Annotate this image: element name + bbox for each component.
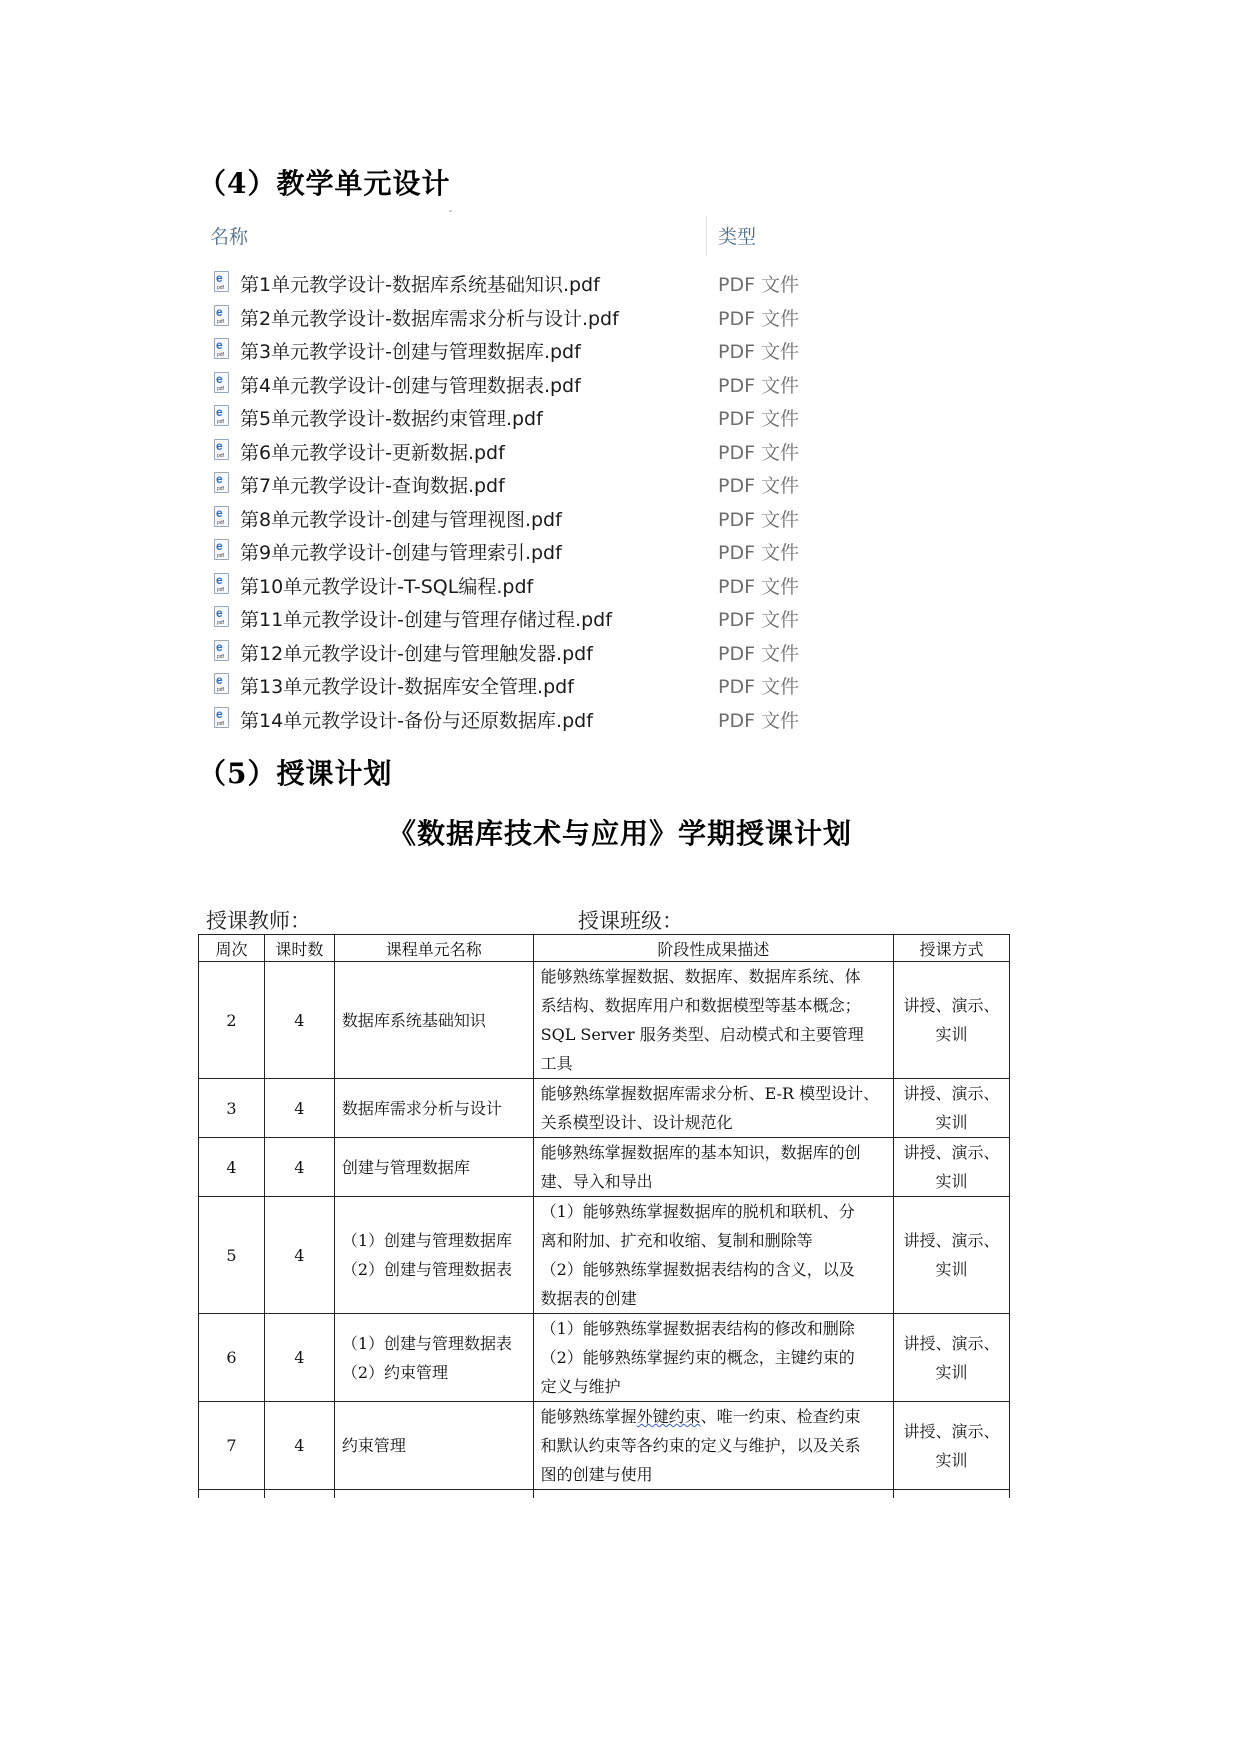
file-row[interactable] [200, 434, 820, 468]
header-method: 授课方式 [894, 935, 1010, 962]
cell-line: 创建与管理数据库 [341, 1157, 470, 1177]
cell-line: 实训 [935, 1172, 968, 1191]
cell-method [894, 1314, 1010, 1402]
file-row[interactable] [200, 467, 820, 501]
table-header-row [199, 935, 1010, 962]
week-value: 3 [226, 1098, 237, 1118]
pdf-file-icon: e pdf [214, 606, 229, 627]
pdf-file-icon: e pdf [214, 673, 229, 694]
cell-line: 定义与维护 [540, 1377, 621, 1396]
cell-unit [334, 1079, 533, 1138]
table-row [199, 1402, 1010, 1490]
file-row[interactable] [200, 702, 820, 736]
header-week: 周次 [199, 935, 265, 962]
file-type: PDF 文件 [718, 508, 800, 531]
cell-method [894, 1197, 1010, 1314]
table-row [199, 1197, 1010, 1314]
file-type: PDF 文件 [718, 709, 800, 732]
plan-title: 《数据库技术与应用》学期授课计划 [387, 817, 852, 850]
cell-method [894, 1079, 1010, 1138]
cell-week [199, 962, 265, 1079]
cell-line: 讲授、演示、 [903, 1421, 1000, 1441]
cell-line: 数据库系统基础知识 [341, 1010, 486, 1030]
cell-line: 约束管理 [341, 1436, 406, 1455]
file-name[interactable]: 第9单元教学设计-创建与管理索引.pdf [240, 542, 562, 564]
cell-line: 实训 [935, 1450, 968, 1470]
week-value: 6 [226, 1348, 237, 1367]
column-header-name[interactable]: 名称 [210, 226, 249, 248]
teacher-label: 授课教师： [206, 909, 311, 933]
cell-hours [264, 1197, 334, 1314]
file-type: PDF 文件 [718, 441, 800, 464]
pdf-file-icon: e pdf [214, 640, 229, 661]
cell-line: 离和附加、扩充和收缩、复制和删除等 [540, 1231, 813, 1250]
hours-value: 4 [294, 1436, 305, 1455]
file-type: PDF 文件 [718, 274, 800, 296]
file-row[interactable] [200, 333, 820, 367]
pdf-file-icon: e pdf [214, 439, 229, 460]
file-type: PDF 文件 [718, 642, 800, 665]
file-name[interactable]: 第5单元教学设计-数据约束管理.pdf [240, 408, 543, 430]
table-row-continuation [199, 1490, 1010, 1499]
cell-outcome [533, 1138, 893, 1197]
hours-value: 4 [294, 1245, 305, 1265]
hours-value: 4 [294, 1098, 305, 1118]
cell-line: 能够熟练掌握数据、数据库、数据库系统、体 [540, 967, 861, 986]
header-unit-name: 课程单元名称 [334, 935, 533, 962]
file-type: PDF 文件 [718, 575, 800, 598]
pdf-file-icon: e pdf [214, 271, 229, 292]
file-row[interactable] [200, 668, 820, 702]
cell-line: 讲授、演示、 [903, 1333, 1000, 1353]
file-name[interactable]: 第2单元教学设计-数据库需求分析与设计.pdf [240, 307, 619, 330]
header-hours: 课时数 [264, 935, 334, 962]
cell-line: 能够熟练掌握外键约束、唯一约束、检查约束 [540, 1407, 861, 1426]
cell-method [894, 962, 1010, 1079]
file-name[interactable]: 第4单元教学设计-创建与管理数据表.pdf [240, 374, 581, 397]
cell-week [199, 1079, 265, 1138]
file-explorer-listing [200, 208, 820, 736]
cell-line: 讲授、演示、 [903, 1231, 1000, 1250]
cell-line: 建、导入和导出 [540, 1172, 653, 1191]
cell-line: 讲授、演示、 [903, 1084, 1000, 1103]
cell-hours [264, 1138, 334, 1197]
pdf-file-icon: e pdf [214, 305, 229, 326]
cell-outcome [533, 1079, 893, 1138]
table-row [199, 1079, 1010, 1138]
file-row[interactable] [200, 367, 820, 401]
file-row[interactable] [200, 300, 820, 334]
cell-line: 实训 [935, 1113, 968, 1132]
cell-line: （2）能够熟练掌握数据表结构的含义，以及 [540, 1260, 855, 1279]
week-value: 2 [226, 1010, 237, 1030]
file-type: PDF 文件 [718, 374, 800, 397]
cell-line: 实训 [935, 1025, 968, 1044]
cell-week [199, 1314, 265, 1402]
class-label: 授课班级： [578, 909, 683, 933]
cell-outcome [533, 1314, 893, 1402]
table-row [199, 962, 1010, 1079]
pdf-file-icon: e pdf [214, 573, 229, 594]
section-heading-unit-design: （4）教学单元设计 [198, 167, 451, 200]
pdf-file-icon: e pdf [214, 405, 229, 426]
file-name[interactable]: 第10单元教学设计-T-SQL编程.pdf [240, 575, 534, 598]
column-divider[interactable] [706, 216, 707, 256]
cell-method [894, 1138, 1010, 1197]
file-row[interactable] [200, 534, 820, 568]
file-name[interactable]: 第6单元教学设计-更新数据.pdf [240, 441, 505, 464]
cell-line: （1）能够熟练掌握数据库的脱机和联机、分 [540, 1202, 855, 1221]
cell-line: SQL Server 服务类型、启动模式和主要管理 [540, 1025, 864, 1044]
file-name[interactable]: 第7单元教学设计-查询数据.pdf [240, 475, 505, 497]
file-name[interactable]: 第8单元教学设计-创建与管理视图.pdf [240, 508, 562, 531]
cell-outcome [533, 1197, 893, 1314]
cell-line: （2）能够熟练掌握约束的概念，主键约束的 [540, 1348, 855, 1367]
file-list [200, 266, 820, 735]
file-row[interactable] [200, 601, 820, 635]
cell-line: （1）创建与管理数据库 [341, 1231, 513, 1250]
file-row[interactable] [200, 266, 820, 300]
cell-line: 讲授、演示、 [903, 1143, 1000, 1162]
file-row[interactable] [200, 400, 820, 434]
column-header-type[interactable]: 类型 [718, 226, 757, 248]
file-type: PDF 文件 [718, 341, 800, 363]
table-row [199, 1138, 1010, 1197]
cell-hours [264, 1314, 334, 1402]
cell-line: （1）能够熟练掌握数据表结构的修改和删除 [540, 1319, 855, 1338]
cell-line: 能够熟练掌握数据库的基本知识，数据库的创 [540, 1143, 861, 1162]
file-name[interactable]: 第1单元教学设计-数据库系统基础知识.pdf [240, 274, 600, 296]
cell-week [199, 1402, 265, 1490]
file-name[interactable]: 第12单元教学设计-创建与管理触发器.pdf [240, 642, 593, 665]
table-row [199, 1314, 1010, 1402]
file-type: PDF 文件 [718, 408, 800, 430]
file-type: PDF 文件 [718, 542, 800, 564]
week-value: 7 [226, 1436, 237, 1455]
cell-unit [334, 1402, 533, 1490]
cell-unit [334, 1138, 533, 1197]
file-row[interactable] [200, 501, 820, 535]
file-name[interactable]: 第3单元教学设计-创建与管理数据库.pdf [240, 341, 581, 363]
file-type: PDF 文件 [718, 475, 800, 497]
week-value: 5 [226, 1245, 237, 1265]
cell-line: 实训 [935, 1260, 968, 1279]
file-name[interactable]: 第11单元教学设计-创建与管理存储过程.pdf [240, 609, 612, 631]
column-resize-mark: ˇ [448, 210, 453, 221]
cell-unit [334, 962, 533, 1079]
cell-line: （2）创建与管理数据表 [341, 1260, 513, 1279]
cell-line: 和默认约束等各约束的定义与维护，以及关系 [540, 1436, 861, 1455]
cell-line: 能够熟练掌握数据库需求分析、E-R 模型设计、 [540, 1084, 880, 1103]
hours-value: 4 [294, 1157, 305, 1177]
file-row[interactable] [200, 635, 820, 669]
cell-line: 讲授、演示、 [903, 996, 1000, 1015]
cell-line: 实训 [935, 1362, 968, 1382]
cell-unit [334, 1314, 533, 1402]
pdf-file-icon: e pdf [214, 472, 229, 493]
file-type: PDF 文件 [718, 307, 800, 330]
file-name[interactable]: 第13单元教学设计-数据库安全管理.pdf [240, 676, 574, 698]
cell-line: 系结构、数据库用户和数据模型等基本概念； [540, 996, 861, 1015]
cell-unit [334, 1197, 533, 1314]
cell-method [894, 1402, 1010, 1490]
cell-line: （1）创建与管理数据表 [341, 1333, 513, 1353]
teaching-plan-table [198, 934, 1010, 1498]
cell-line: 图的创建与使用 [540, 1465, 653, 1484]
file-type: PDF 文件 [718, 676, 800, 698]
cell-line: （2）约束管理 [341, 1362, 449, 1382]
hours-value: 4 [294, 1348, 305, 1367]
week-value: 4 [226, 1157, 237, 1177]
pdf-file-icon: e pdf [214, 338, 229, 359]
cell-line: 关系模型设计、设计规范化 [540, 1113, 733, 1132]
pdf-file-icon: e pdf [214, 707, 229, 728]
section-heading-teaching-plan: （5）授课计划 [198, 757, 393, 790]
cell-outcome [533, 962, 893, 1079]
hours-value: 4 [294, 1010, 305, 1030]
file-type: PDF 文件 [718, 609, 800, 631]
cell-outcome [533, 1402, 893, 1490]
file-name[interactable]: 第14单元教学设计-备份与还原数据库.pdf [240, 709, 593, 732]
cell-line: 数据表的创建 [540, 1289, 637, 1308]
file-row[interactable] [200, 568, 820, 602]
pdf-file-icon: e pdf [214, 506, 229, 527]
cell-week [199, 1197, 265, 1314]
cell-line: 工具 [540, 1054, 573, 1073]
header-outcome: 阶段性成果描述 [533, 935, 893, 962]
pdf-file-icon: e pdf [214, 372, 229, 393]
cell-hours [264, 962, 334, 1079]
cell-line: 数据库需求分析与设计 [341, 1098, 502, 1118]
spellcheck-underline: 外键约束 [636, 1407, 701, 1426]
cell-hours [264, 1079, 334, 1138]
pdf-file-icon: e pdf [214, 539, 229, 560]
cell-week [199, 1138, 265, 1197]
cell-hours [264, 1402, 334, 1490]
